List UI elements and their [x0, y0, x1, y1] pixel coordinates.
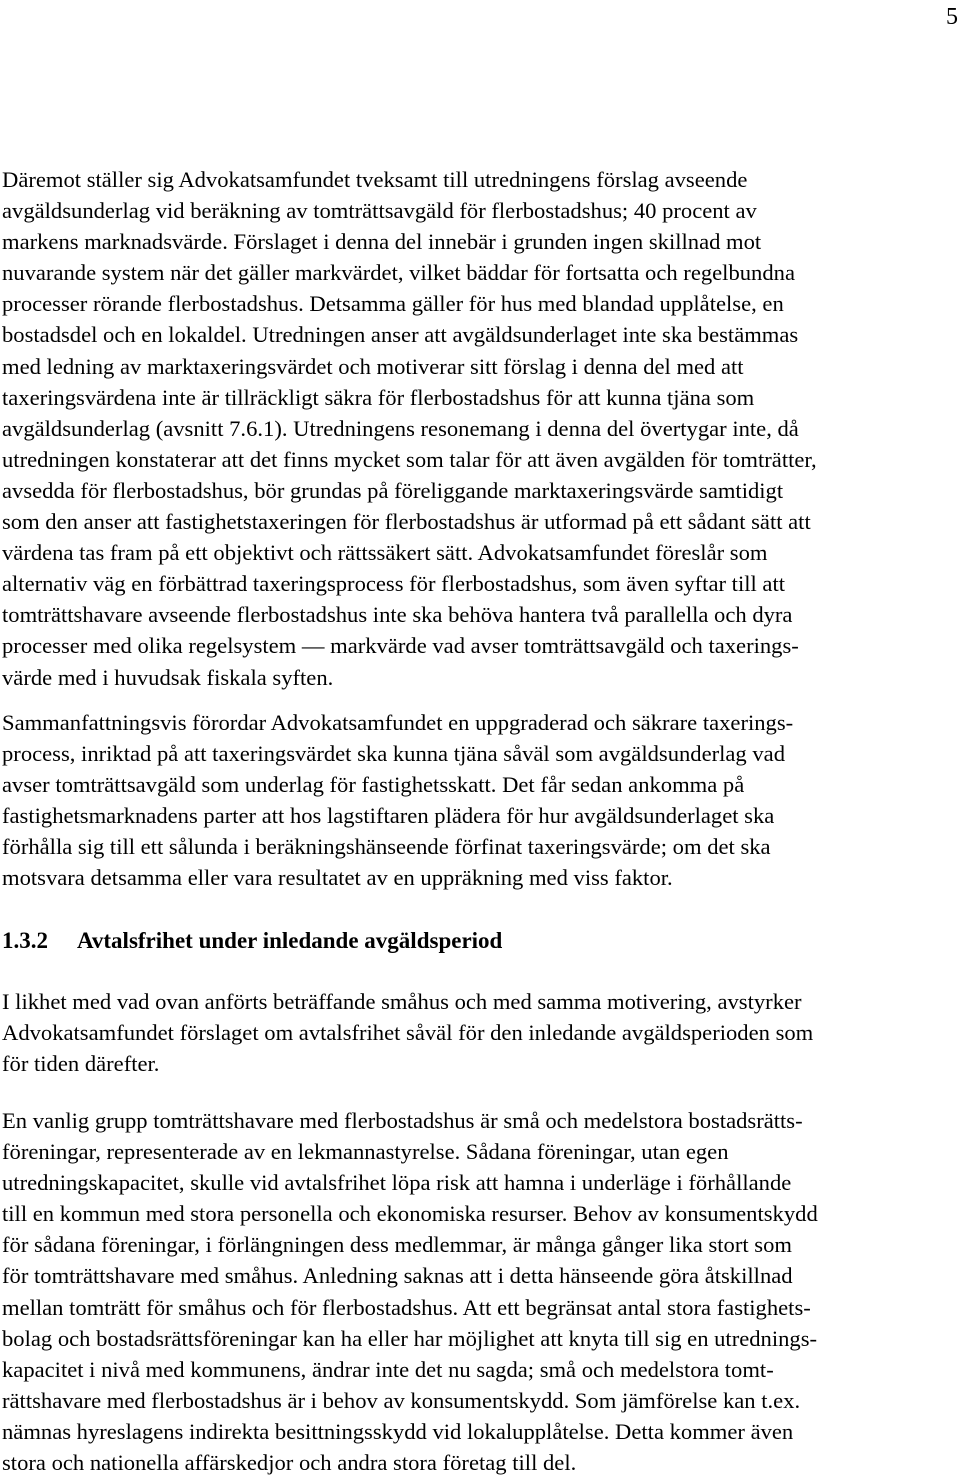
text-line: värde med i huvudsak fiskala syften.	[2, 664, 334, 690]
page-number: 5	[946, 4, 958, 30]
paragraph-advokatsamfundet-tveksamt	[2, 164, 958, 693]
text-line: kapacitet i nivå med kommunens, ändrar inte det nu sagda; små och medelstora tomt-	[2, 1356, 774, 1382]
text-line: processer med olika regelsystem — markvärde vad avser tomträttsavgäld och taxerings-	[2, 633, 799, 659]
paragraph-en-vanlig-grupp	[2, 1105, 958, 1478]
text-line: Advokatsamfundet förslaget om avtalsfrihet såväl för den inledande avgäldsperioden som	[2, 1020, 814, 1046]
text-line: Sammanfattningsvis förordar Advokatsamfundet en uppgraderad och säkrare taxerings-	[2, 710, 794, 735]
text-line: avgäldsunderlag (avsnitt 7.6.1). Utredningens resonemang i denna del övertygar inte, då	[2, 415, 799, 441]
text-line: bolag och bostadsrättsföreningar kan ha eller har möjlighet att knyta till sig en utrednings-	[2, 1325, 818, 1351]
text-line: bostadsdel och en lokaldel. Utredningen anser att avgäldsunderlaget inte ska bestämmas	[2, 322, 799, 348]
text-line: med ledning av marktaxeringsvärdet och motiverar sitt förslag i denna del med att	[2, 353, 744, 379]
text-line: I likhet med vad ovan anförts beträffande småhus och med samma motivering, avstyrker	[2, 989, 802, 1014]
text-line: process, inriktad på att taxeringsvärdet ska kunna tjäna såväl som avgäldsunderlag vad	[2, 741, 786, 767]
paragraph-i-likhet	[2, 986, 958, 1079]
text-line: föreningar, representerade av en lekmannastyrelse. Sådana föreningar, utan egen	[2, 1139, 729, 1165]
text-line: avsedda för flerbostadshus, bör grundas på föreliggande marktaxeringsvärde samtidigt	[2, 477, 784, 503]
text-line: förhålla sig till ett sålunda i beräkningshänseende förfinat taxeringsvärde; om det ska	[2, 834, 771, 860]
section-heading	[2, 925, 502, 956]
text-line: utredningen konstaterar att det finns mycket som talar för att även avgälden för tomträtter,	[2, 446, 817, 472]
section-title: Avtalsfrihet under inledande avgäldsperiod	[77, 928, 503, 953]
text-line: avgäldsunderlag vid beräkning av tomträttsavgäld för flerbostadshus; 40 procent av	[2, 198, 757, 224]
text-line: rättshavare med flerbostadshus är i behov av konsumentskydd. Som jämförelse kan t.ex.	[2, 1387, 801, 1413]
text-line: motsvara detsamma eller vara resultatet av en uppräkning med viss faktor.	[2, 865, 673, 891]
text-line: mellan tomträtt för småhus och för flerbostadshus. Att ett begränsat antal stora fastighets-	[2, 1294, 811, 1320]
text-line: för tiden därefter.	[2, 1051, 160, 1077]
text-line: tomträttshavare avseende flerbostadshus inte ska behöva hantera två parallella och dyra	[2, 602, 793, 628]
text-line: värdena tas fram på ett objektivt och rättssäkert sätt. Advokatsamfundet föreslår som	[2, 540, 768, 566]
text-line: till en kommun med stora personella och ekonomiska resurser. Behov av konsumentskydd	[2, 1201, 818, 1227]
text-line: alternativ väg en förbättrad taxeringsprocess för flerbostadshus, som även syftar till att	[2, 571, 786, 597]
text-line: stora och nationella affärskedjor och andra stora företag till del.	[2, 1450, 577, 1476]
text-line: processer rörande flerbostadshus. Detsamma gäller för hus med blandad upplåtelse, en	[2, 291, 784, 317]
section-number: 1.3.2	[2, 928, 48, 953]
text-line: nuvarande system när det gäller markvärdet, vilket bäddar för fortsatta och regelbundna	[2, 260, 795, 286]
text-line: utredningskapacitet, skulle vid avtalsfrihet löpa risk att hamna i underläge i förhållande	[2, 1170, 792, 1196]
paragraph-sammanfattningsvis	[2, 707, 958, 894]
text-line: taxeringsvärdena inte är tillräckligt säkra för flerbostadshus för att kunna tjäna som	[2, 384, 755, 410]
text-line: En vanlig grupp tomträttshavare med flerbostadshus är små och medelstora bostadsrätts-	[2, 1108, 803, 1133]
text-line: avser tomträttsavgäld som underlag för fastighetsskatt. Det får sedan ankomma på	[2, 772, 745, 798]
text-line: för tomträttshavare med småhus. Anledning saknas att i detta hänseende göra åtskillnad	[2, 1263, 793, 1289]
text-line: markens marknadsvärde. Förslaget i denna del innebär i grunden ingen skillnad mot	[2, 229, 762, 255]
text-line: fastighetsmarknadens parter att hos lagstiftaren plädera för hur avgäldsunderlaget ska	[2, 803, 775, 829]
text-line: Däremot ställer sig Advokatsamfundet tveksamt till utredningens förslag avseende	[2, 167, 748, 192]
text-line: nämnas hyreslagens indirekta besittningsskydd vid lokalupplåtelse. Detta kommer även	[2, 1418, 794, 1444]
text-line: som den anser att fastighetstaxeringen för flerbostadshus är utformad på ett sådant sätt att	[2, 509, 811, 535]
text-line: för sådana föreningar, i förlängningen dess medlemmar, är många gånger lika stort som	[2, 1232, 792, 1258]
